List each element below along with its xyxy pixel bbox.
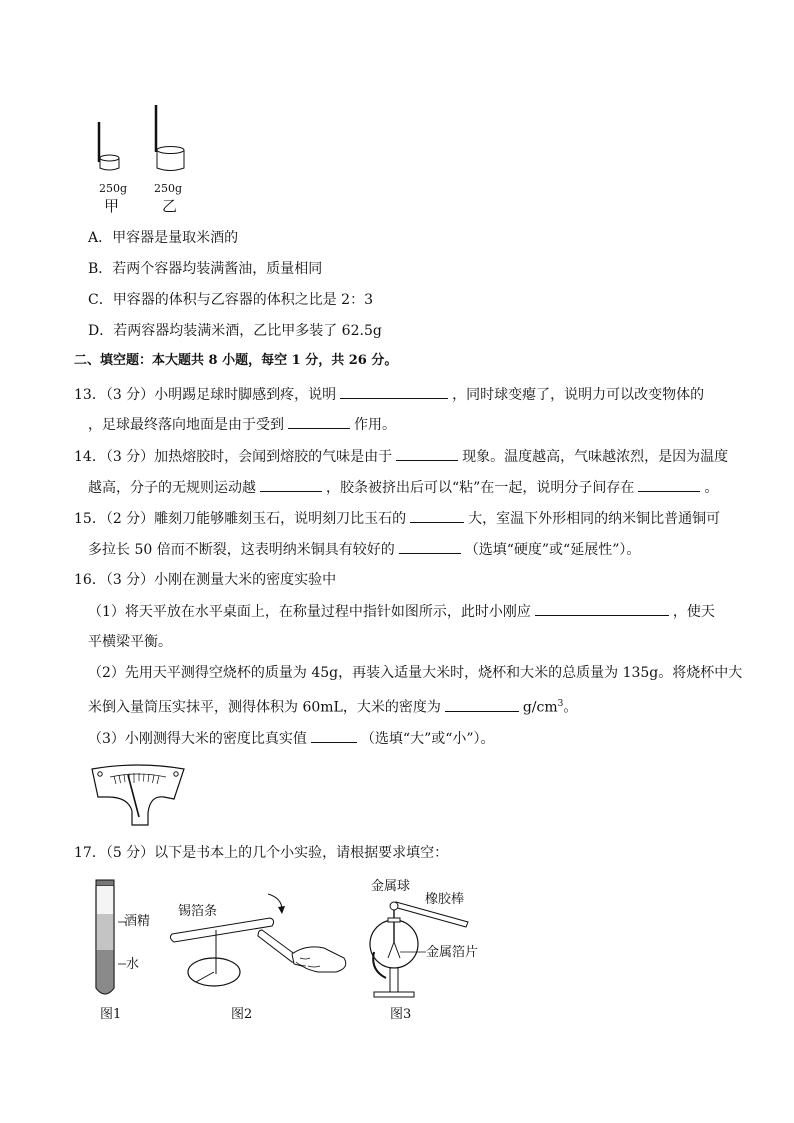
fig1-caption: 图1 (100, 1007, 122, 1022)
right-mass-label: 250g (154, 182, 183, 195)
test-tube-figure (90, 878, 120, 1000)
q16-part3-line (88, 728, 495, 749)
fig3-caption: 图3 (390, 1007, 412, 1022)
q16-text-1: （1）将天平放在水平桌面上，在称量过程中指针如图所示，此时小刚应 (88, 604, 531, 620)
q13-blank-2[interactable] (288, 414, 350, 429)
fig2-caption: 图2 (231, 1007, 253, 1022)
q15-text-3: 多拉长 50 倍而不断裂，这表明纳米铜具有较好的 (88, 542, 395, 558)
q15-blank-1[interactable] (410, 508, 464, 523)
q16-blank-1[interactable] (535, 601, 669, 616)
q16-unit-sup: 3 (557, 699, 564, 709)
q16-part1-line1 (88, 601, 715, 622)
q14-text-4: ，胶条被挤出后可以“粘”在一起，说明分子间存在 (326, 480, 635, 496)
q16-unit: g/cm (522, 699, 558, 716)
option-a: A．甲容器是量取米酒的 (88, 230, 239, 246)
q13-text-4: 作用。 (354, 417, 396, 433)
balance-scale-figure (88, 757, 188, 829)
fig2-label-foil: 锡箔条 (178, 904, 218, 919)
q14-text-1: 14．（3 分）加热熔胶时，会闻到熔胶的气味是由于 (74, 449, 393, 465)
q14-text-2: 现象。温度越高，气味越浓烈，是因为温度 (462, 449, 729, 465)
fig1-label-water: 水 (126, 957, 140, 972)
q14-blank-3[interactable] (638, 477, 700, 492)
q17-stem: 17．（5 分）以下是书本上的几个小实验，请根据要求填空： (74, 845, 449, 861)
q14-blank-1[interactable] (396, 446, 458, 461)
right-cup-name: 乙 (162, 197, 178, 215)
cups-figure (88, 100, 198, 180)
q16-text-5: （3）小刚测得大米的密度比真实值 (88, 731, 307, 747)
q14-text-3: 越高，分子的无规则运动越 (88, 480, 256, 496)
fig3-label-leaf: 金属箔片 (426, 945, 479, 960)
option-d: D．若两容器均装满米酒，乙比甲多装了 62.5g (88, 323, 382, 339)
q14-line1 (74, 446, 728, 467)
option-c: C．甲容器的体积与乙容器的体积之比是 2：3 (88, 292, 373, 308)
q13-text-2: ，同时球变瘪了，说明力可以改变物体的 (452, 387, 705, 403)
q13-blank-1[interactable] (340, 384, 448, 399)
q16-part2-line1: （2）先用天平测得空烧杯的质量为 45g，再装入适量大米时，烧杯和大米的总质量为 135g。将烧杯中大 (88, 665, 743, 681)
q15-line1 (74, 508, 720, 529)
fig3-label-ball: 金属球 (371, 879, 411, 894)
q16-text-3: 米倒入量筒压实抹平，测得体积为 60mL，大米的密度为 (88, 699, 441, 716)
q13-line1 (74, 384, 704, 405)
option-b: B．若两个容器均装满酱油，质量相同 (88, 261, 323, 277)
q14-text-5: 。 (704, 480, 719, 496)
q16-blank-2[interactable] (445, 697, 519, 712)
q14-line2 (88, 477, 718, 498)
q15-text-1: 15．（2 分）雕刻刀能够雕刻玉石，说明刻刀比玉石的 (74, 511, 407, 527)
q14-blank-2[interactable] (260, 477, 322, 492)
q13-text-3: ，足球最终落向地面是由于受到 (88, 417, 284, 433)
q16-part1-line2: 平横梁平衡。 (88, 634, 172, 650)
q15-text-2: 大，室温下外形相同的纳米铜比普通铜可 (468, 511, 721, 527)
section-title: 二、填空题：本大题共 8 小题，每空 1 分，共 26 分。 (74, 353, 398, 368)
left-cup-name: 甲 (104, 197, 120, 215)
q13-line2 (88, 414, 396, 435)
electroscope-figure (364, 896, 474, 1004)
foil-strip-figure (168, 888, 352, 994)
q15-line2 (88, 539, 640, 560)
q16-text-4: 。 (563, 699, 578, 716)
q16-text-6: （选填“大”或“小”）。 (360, 731, 495, 747)
q15-blank-2[interactable] (399, 539, 461, 554)
fig1-label-alcohol: 酒精 (124, 914, 151, 929)
q15-text-4: （选填“硬度”或“延展性”）。 (464, 542, 641, 558)
q16-stem: 16．（3 分）小刚在测量大米的密度实验中 (74, 572, 337, 588)
fig3-label-rod: 橡胶棒 (425, 892, 465, 907)
q16-part2-line2 (88, 694, 577, 718)
left-mass-label: 250g (99, 182, 128, 195)
q16-blank-3[interactable] (311, 728, 357, 743)
q16-text-2: ，使天 (672, 604, 715, 620)
q13-text-1: 13．（3 分）小明踢足球时脚感到疼，说明 (74, 387, 337, 403)
